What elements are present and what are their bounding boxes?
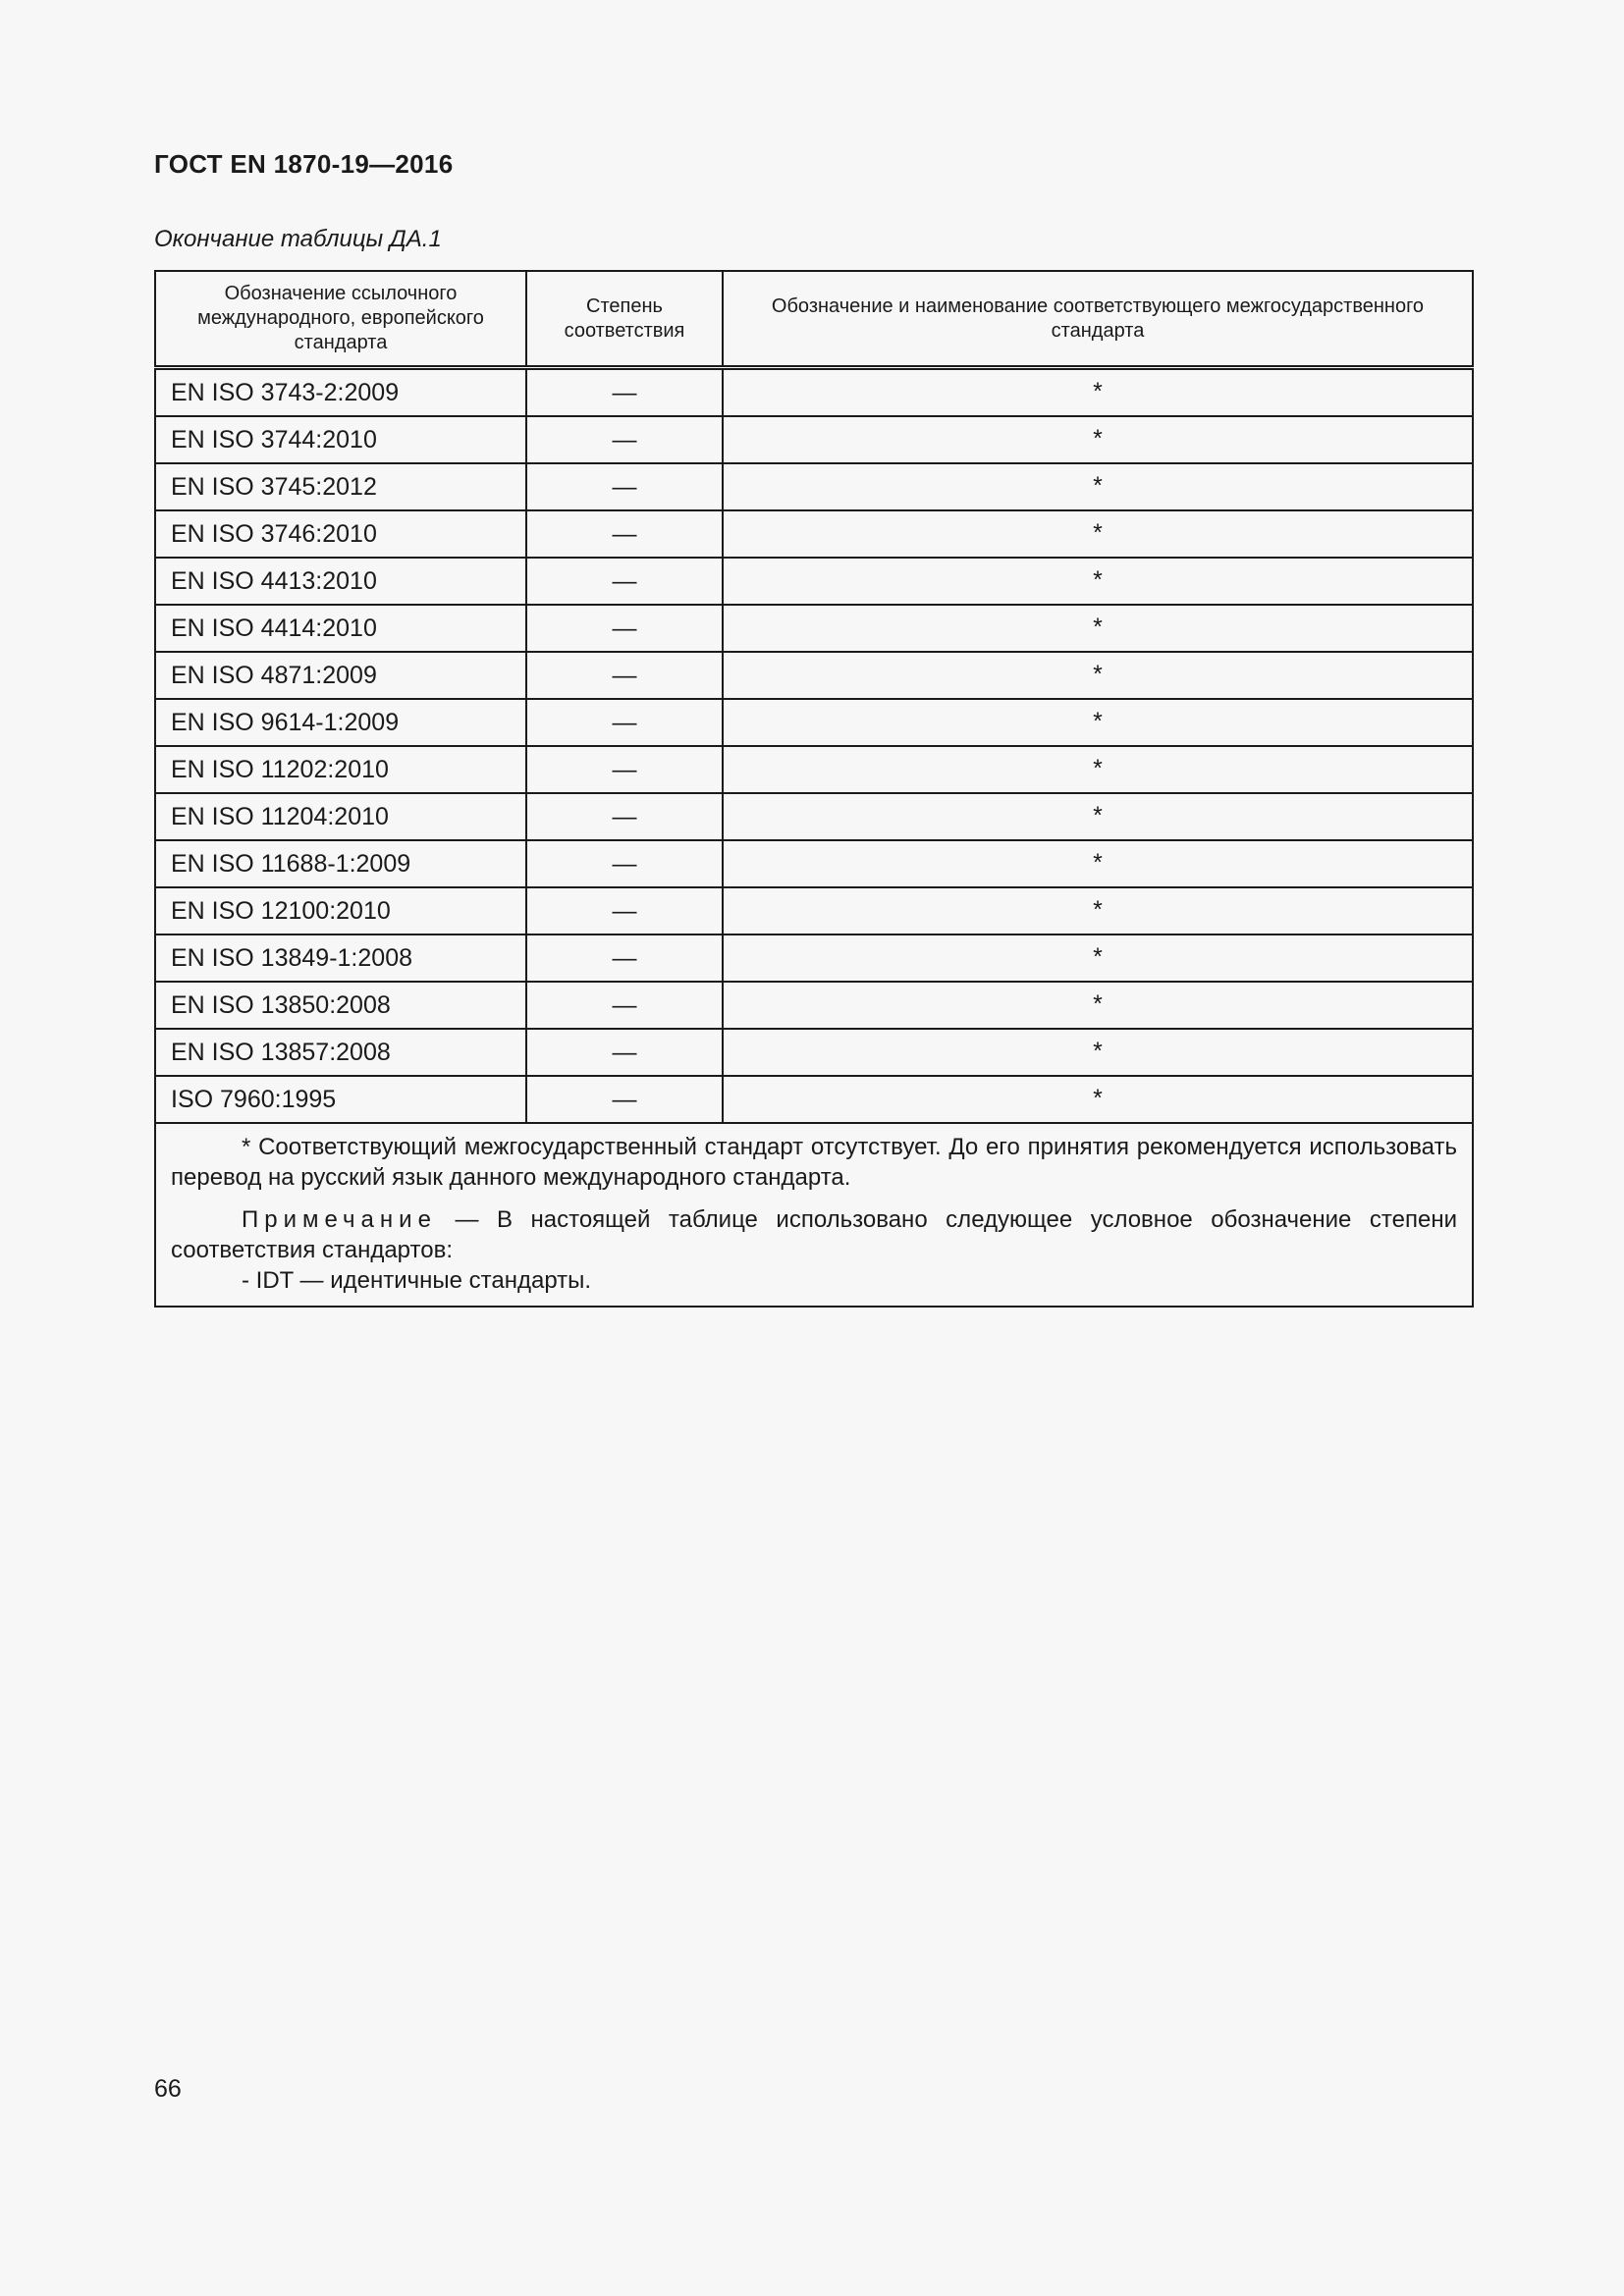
cell-designation: EN ISO 11688-1:2009: [155, 840, 526, 887]
cell-degree: —: [526, 368, 723, 417]
cell-designation: EN ISO 4413:2010: [155, 558, 526, 605]
cell-standard: *: [723, 934, 1473, 982]
cell-degree: —: [526, 746, 723, 793]
table-row: [155, 463, 1473, 510]
cell-designation: EN ISO 3744:2010: [155, 416, 526, 463]
footnote-row: [155, 1123, 1473, 1307]
table-row: [155, 1029, 1473, 1076]
cell-degree: —: [526, 1029, 723, 1076]
cell-degree: —: [526, 463, 723, 510]
cell-standard: *: [723, 368, 1473, 417]
reference-standards-table: [154, 270, 1474, 1308]
cell-standard: *: [723, 463, 1473, 510]
cell-designation: EN ISO 13850:2008: [155, 982, 526, 1029]
cell-degree: —: [526, 1076, 723, 1123]
cell-degree: —: [526, 699, 723, 746]
document-header: ГОСТ EN 1870-19—2016: [154, 149, 454, 179]
cell-degree: —: [526, 840, 723, 887]
note-label: Примечание: [242, 1206, 437, 1233]
cell-standard: *: [723, 1076, 1473, 1123]
cell-designation: EN ISO 4871:2009: [155, 652, 526, 699]
table-row: [155, 699, 1473, 746]
cell-standard: *: [723, 746, 1473, 793]
table-row: [155, 605, 1473, 652]
table-row: [155, 510, 1473, 558]
table-row: [155, 746, 1473, 793]
cell-designation: EN ISO 13857:2008: [155, 1029, 526, 1076]
cell-designation: EN ISO 3743-2:2009: [155, 368, 526, 417]
table-row: [155, 982, 1473, 1029]
table-row: [155, 1076, 1473, 1123]
cell-degree: —: [526, 510, 723, 558]
cell-degree: —: [526, 605, 723, 652]
cell-designation: EN ISO 4414:2010: [155, 605, 526, 652]
cell-standard: *: [723, 1029, 1473, 1076]
table-row: [155, 840, 1473, 887]
table-header-row: [155, 271, 1473, 368]
cell-degree: —: [526, 558, 723, 605]
cell-designation: ISO 7960:1995: [155, 1076, 526, 1123]
note-text: — В настоящей таблице использовано следующее условное обозначение степени соответствия стандартов:: [171, 1206, 1457, 1263]
cell-standard: *: [723, 416, 1473, 463]
cell-designation: EN ISO 3746:2010: [155, 510, 526, 558]
cell-degree: —: [526, 934, 723, 982]
footnote-cell: [155, 1123, 1473, 1307]
table-row: [155, 934, 1473, 982]
table-row: [155, 887, 1473, 934]
cell-degree: —: [526, 793, 723, 840]
table-body: [155, 368, 1473, 1124]
table-row: [155, 558, 1473, 605]
cell-degree: —: [526, 652, 723, 699]
cell-standard: *: [723, 982, 1473, 1029]
cell-standard: *: [723, 510, 1473, 558]
table-row: [155, 368, 1473, 417]
footnote-text: * Соответствующий межгосударственный стандарт отсутствует. До его принятия рекомендуется использовать перевод на русский язык данного международного стандарта.: [171, 1134, 1457, 1191]
cell-degree: —: [526, 887, 723, 934]
cell-designation: EN ISO 3745:2012: [155, 463, 526, 510]
table-row: [155, 652, 1473, 699]
cell-degree: —: [526, 416, 723, 463]
cell-standard: *: [723, 558, 1473, 605]
cell-designation: EN ISO 11202:2010: [155, 746, 526, 793]
column-header-standard: Обозначение и наименование соответствующего межгосударственного стандарта: [723, 271, 1473, 368]
cell-standard: *: [723, 605, 1473, 652]
column-header-designation: Обозначение ссылочного международного, европейского стандарта: [155, 271, 526, 368]
cell-designation: EN ISO 9614-1:2009: [155, 699, 526, 746]
cell-standard: *: [723, 793, 1473, 840]
note-item: - IDT — идентичные стандарты.: [242, 1267, 592, 1294]
table-caption: Окончание таблицы ДА.1: [154, 226, 442, 252]
cell-standard: *: [723, 652, 1473, 699]
cell-designation: EN ISO 13849-1:2008: [155, 934, 526, 982]
cell-designation: EN ISO 12100:2010: [155, 887, 526, 934]
column-header-degree: Степень соответствия: [526, 271, 723, 368]
cell-designation: EN ISO 11204:2010: [155, 793, 526, 840]
cell-standard: *: [723, 699, 1473, 746]
note-paragraph: [171, 1204, 1457, 1265]
page-number: 66: [154, 2075, 182, 2103]
cell-degree: —: [526, 982, 723, 1029]
cell-standard: *: [723, 840, 1473, 887]
table-row: [155, 793, 1473, 840]
table-row: [155, 416, 1473, 463]
cell-standard: *: [723, 887, 1473, 934]
